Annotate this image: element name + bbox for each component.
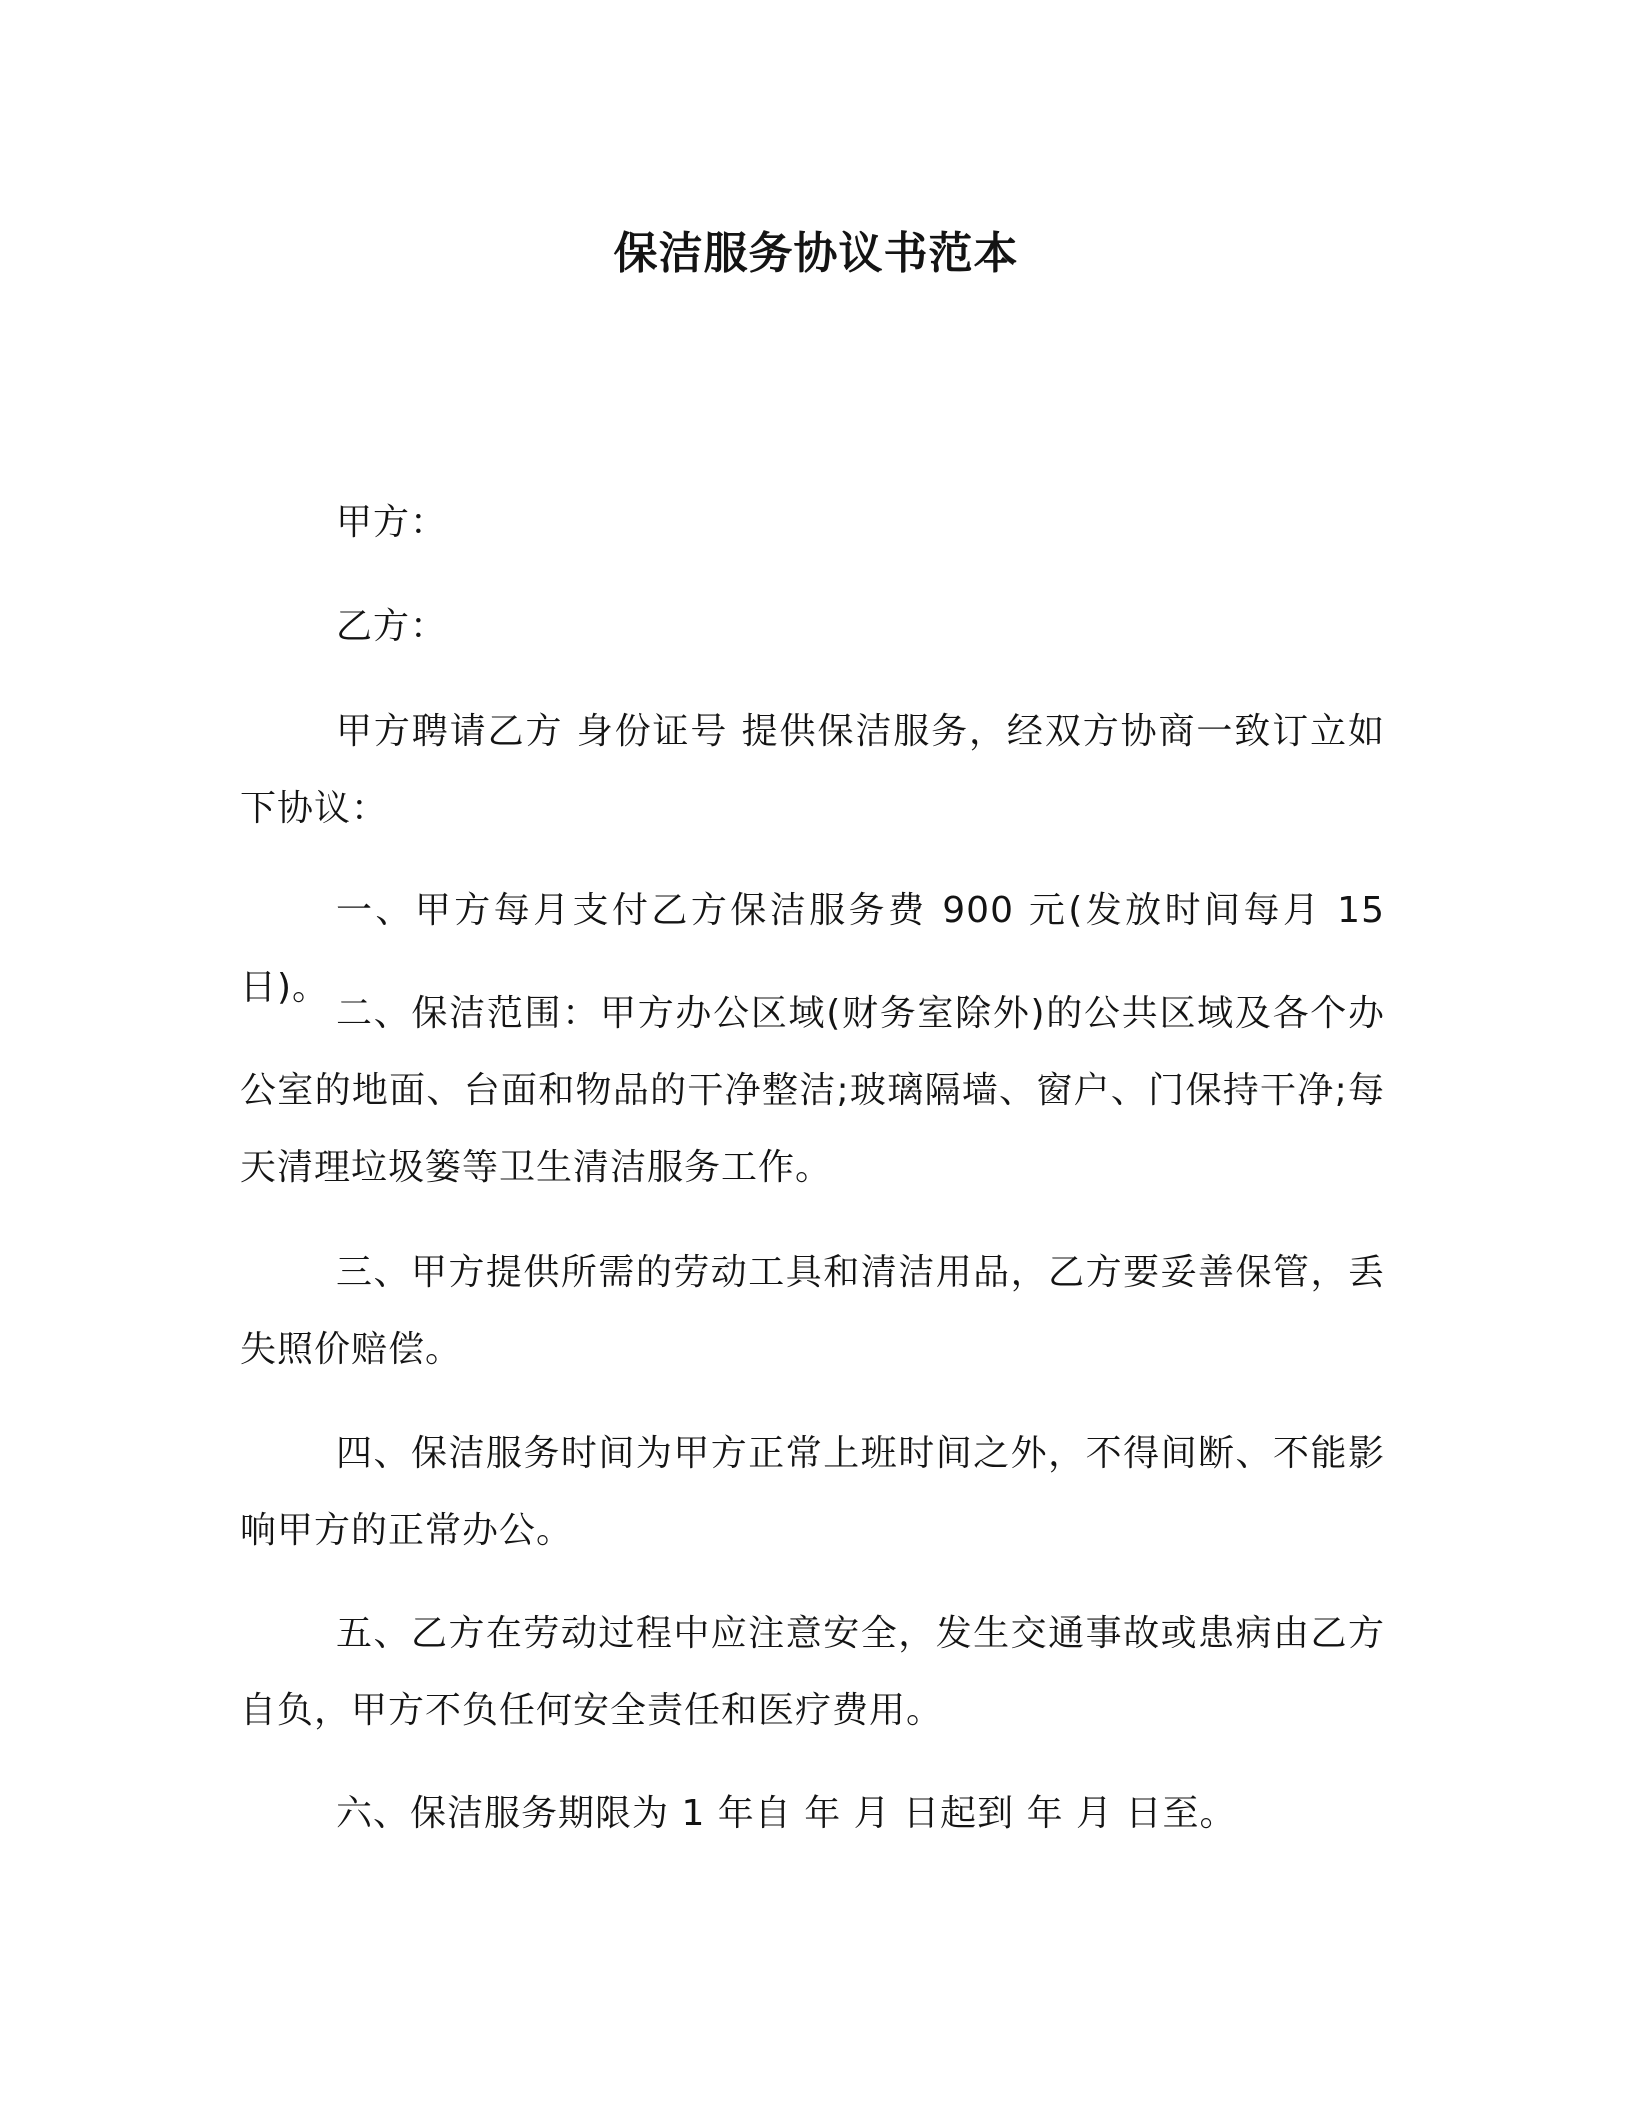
party-a-label: 甲方：	[336, 502, 448, 543]
intro-paragraph	[240, 693, 1385, 847]
clause-5	[240, 1595, 1385, 1749]
clause-4-text: 四、保洁服务时间为甲方正常上班时间之外，不得间断、不能影响甲方的正常办公。	[240, 1433, 1385, 1551]
intro-text: 甲方聘请乙方 身份证号 提供保洁服务，经双方协商一致订立如下协议：	[240, 711, 1385, 829]
clause-6	[240, 1775, 1385, 1852]
clause-2-text: 二、保洁范围：甲方办公区域(财务室除外)的公共区域及各个办公室的地面、台面和物品的干净整洁;玻璃隔墙、窗户、门保持干净;每天清理垃圾篓等卫生清洁服务工作。	[240, 993, 1385, 1188]
document-title: 保洁服务协议书范本	[613, 228, 1019, 279]
party-b-line	[240, 588, 1385, 665]
clause-2	[240, 975, 1385, 1206]
clause-1-text: 一、甲方每月支付乙方保洁服务费 900 元(发放时间每月 15 日)。	[240, 890, 1385, 1008]
party-a-line	[240, 484, 1385, 561]
clause-3	[240, 1234, 1385, 1388]
clause-5-text: 五、乙方在劳动过程中应注意安全，发生交通事故或患病由乙方自负，甲方不负任何安全责任和医疗费用。	[240, 1613, 1385, 1731]
clause-4	[240, 1415, 1385, 1569]
party-b-label: 乙方：	[336, 606, 448, 647]
clause-3-text: 三、甲方提供所需的劳动工具和清洁用品，乙方要妥善保管，丢失照价赔偿。	[240, 1252, 1385, 1370]
clause-6-text: 六、保洁服务期限为 1 年自 年 月 日起到 年 月 日至。	[336, 1793, 1237, 1834]
